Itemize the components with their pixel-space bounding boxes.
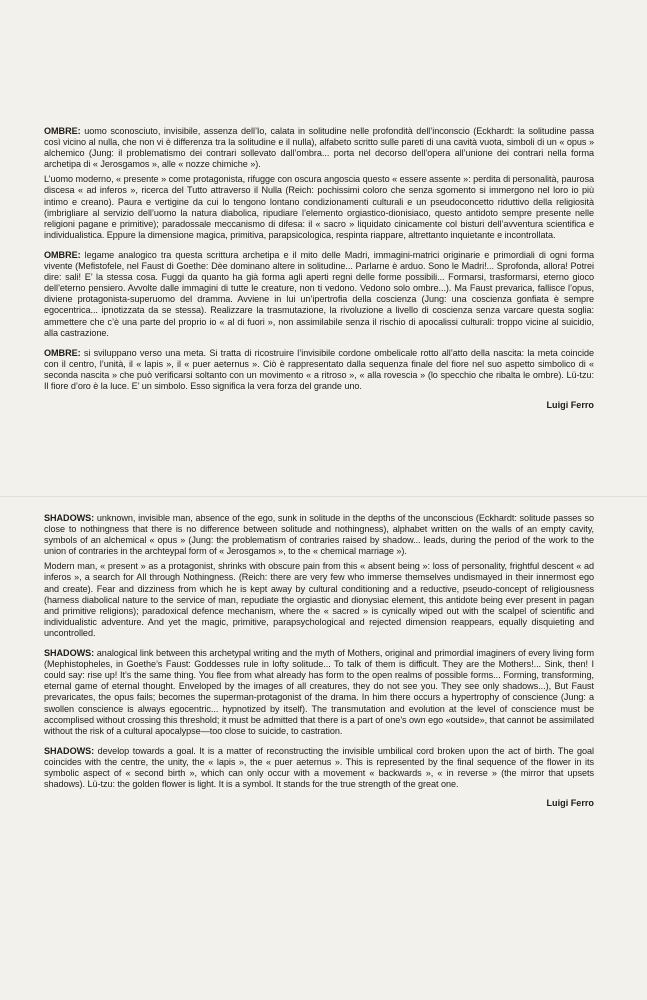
english-paragraph xyxy=(44,746,594,790)
italian-paragraph xyxy=(44,174,594,241)
paragraph-text: analogical link between this archetypal writing and the myth of Mothers, original and primordial imaginers of every living form (Mephistopheles, in Goethe’s Faust: Goddesses rule in lofty solitude... To talk of them is difficult. They are the Mothers!... Sink, then! I could say: rise up! It’s the same thing. You flee from what already has form to the open realms of possible forms... Forming, transforming, eternal game of eternal thought. Enveloped by the images of all creatures, they do not see you. They see only shadows...), But Faust prevaricates, the opus fails; becomes the superman-protagonist of the drama. In him there occurs a hypertrophy of conscience (Jung: a swollen conscience is always egocentric... hypnotized by itself). The transmutation and evolution at the level of conscience must be accomplised without crossing this threshold; it must be admitted that there is a part of one’s own ego «outside», that cannot be assimilated without the risk of a cultural apocalypse—too close to suicide, to castration. xyxy=(44,648,594,736)
paragraph-text: Modern man, « present » as a protagonist, shrinks with obscure pain from this « absent being »: loss of personality, frightful descent « ad inferos », a search for All through Nothingness. (Reich: there are very few who immerse themselves undismayed in their innermost ego and create). Fear and dizziness from which he is kept away by cultural conditioning and a reductive, pseudo-concept of religiousness (harness diabolical nature to the service of man, repudiate the orgiastic and dionysiac element, this antidote being ever present in pagan and primitive religions); paradoxical defence mechanism, where the « sacred » is cynically wiped out with the scalpel of scientific and individualistic adventure. And yet the magic, primitive, parapsychological and rejected dimension reappears, equally disquieting and uncontrolled. xyxy=(44,561,594,638)
paragraph-text: develop towards a goal. It is a matter of reconstructing the invisible umbilical cord broken upon the act of birth. The goal coincides with the centre, the unity, the « lapis », the « puer aeternus ». This is represented by the final sequence of the flower in its symbolic aspect of « second birth », which can only occur with a movement « backwards », « in reverse » (the mirror that upsets shadows). Lü-tzu: the golden flower is light. It is a symbol. It stands for the true strength of the great one. xyxy=(44,745,594,790)
italian-paragraph xyxy=(44,126,594,170)
english-paragraph xyxy=(44,561,594,639)
paragraph-text: unknown, invisible man, absence of the ego, sunk in solitude in the depths of the unconscious (Eckhardt: solitude passes so close to nothingness that there is no difference between solitude and nothingness), alphabet written on the walls of an empty cavity, symbols of an alchemical « opus » (Jung: the problematism of contraries raised by shadow... leads, during the period of the work to the union of contraries in the archteypal form of « Jerosgamos », to the « chemical marriage »). xyxy=(44,513,594,557)
paragraph-label: OMBRE: xyxy=(44,126,81,136)
english-paragraph xyxy=(44,513,594,557)
italian-section xyxy=(44,126,594,410)
paragraph-label: SHADOWS: xyxy=(44,648,95,659)
paragraph-text: legame analogico tra questa scrittura archetipa e il mito delle Madri, immagini-matrici originarie e primordiali di ogni forma vivente (Mefistofele, nel Faust di Goethe: Dèe dominano altere in solitudine... Parlarne è arduo. Sono le Madri!... Sprofonda, allora! Potrei dire: sali! E’ la stessa cosa. Fuggi da quanto ha già forma agli aperti regni delle forme possibili... Formarsi, trasformarsi, eterno gioco dell’eterno pensiero. Avvolte dalle immagini di tutte le creature, non ti vedono. Vedono solo ombre...). Ma Faust prevarica, fallisce l’opus, diviene protagonista-superuomo del dramma. Avviene in lui un’ipertrofia della coscienza (Jung: una coscienza gonfiata è sempre egocentrica... ipnotizzata da se stessa). Realizzare la trasmutazione, la rivoluzione a livello di coscienza senza varcare questa soglia: ammettere che c’è una parte del proprio io « al di fuori », non assimilabile senza il rischio di apocalissi culturali: troppo vicine al suicidio, alla castrazione. xyxy=(44,249,594,338)
author-signature: Luigi Ferro xyxy=(546,798,594,809)
paragraph-text: L’uomo moderno, « presente » come protagonista, rifugge con oscura angoscia questo « essere assente »: perdita di personalità, paurosa discesa « ad inferos », ricerca del Tutto attraverso il Nulla (Reich: pochissimi coloro che senza sgomento si immergono nel loro io più intimo e creano). Paura e vertigine da cui lo tengono lontano condizionamenti culturali e un pseudoconcetto riduttivo della religiosità (imbrigliare al servizio dell’uomo la natura diabolica, ripudiare l’elemento orgiastico-dionisiaco, questo antidoto sempre presente nelle religioni pagane e primitive); paradossale meccanismo di difesa: il « sacro » liquidato cinicamente col bisturi dell’avventura scientifica e individualistica. Eppure la dimensione magica, primitiva, parapsicologica, respinta riappare, altrettanto inquietante e incontrollata. xyxy=(44,174,594,240)
italian-paragraph xyxy=(44,250,594,339)
english-paragraph xyxy=(44,648,594,737)
author-signature: Luigi Ferro xyxy=(546,400,594,411)
paragraph-text: si sviluppano verso una meta. Si tratta di ricostruire l’invisibile cordone ombelicale rotto all’atto della nascita: la meta coincide con il centro, l’unità, il « lapis », il « puer aeternus ». Ciò è rappresentato dalla sequenza finale del fiore nel suo aspetto simbolico di « seconda nascita » che può verificarsi soltanto con un movimento « a ritroso », « alla rovescia » (lo specchio che ribalta le ombre). Lü-tzu: Il fiore d’oro è la luce. E’ un simbolo. Esso significa la vera forza del grande uno. xyxy=(44,347,594,391)
english-section xyxy=(44,513,594,808)
paragraph-label: OMBRE: xyxy=(44,249,81,260)
paragraph-text: uomo sconosciuto, invisibile, assenza dell’Io, calata in solitudine nelle profondità dell’inconscio (Eckhardt: la solitudine passa così vicino al nulla, che non vi è differenza tra la solitudine e il nulla), alfabeto scritto sulle pareti di una cavità vuota, simboli di un « opus » alchemico (Jung: il problematismo dei contrari sollevato dall’ombra... porta nel decorso dell’opera all’unione dei contrari nella forma archetipa di « Jerosgamos », alle « nozze chimiche »). xyxy=(44,126,594,170)
paragraph-label: SHADOWS: xyxy=(44,513,95,523)
italian-paragraph xyxy=(44,348,594,392)
paragraph-label: SHADOWS: xyxy=(44,745,95,756)
paragraph-label: OMBRE: xyxy=(44,347,81,358)
page-fold-line xyxy=(0,496,647,497)
